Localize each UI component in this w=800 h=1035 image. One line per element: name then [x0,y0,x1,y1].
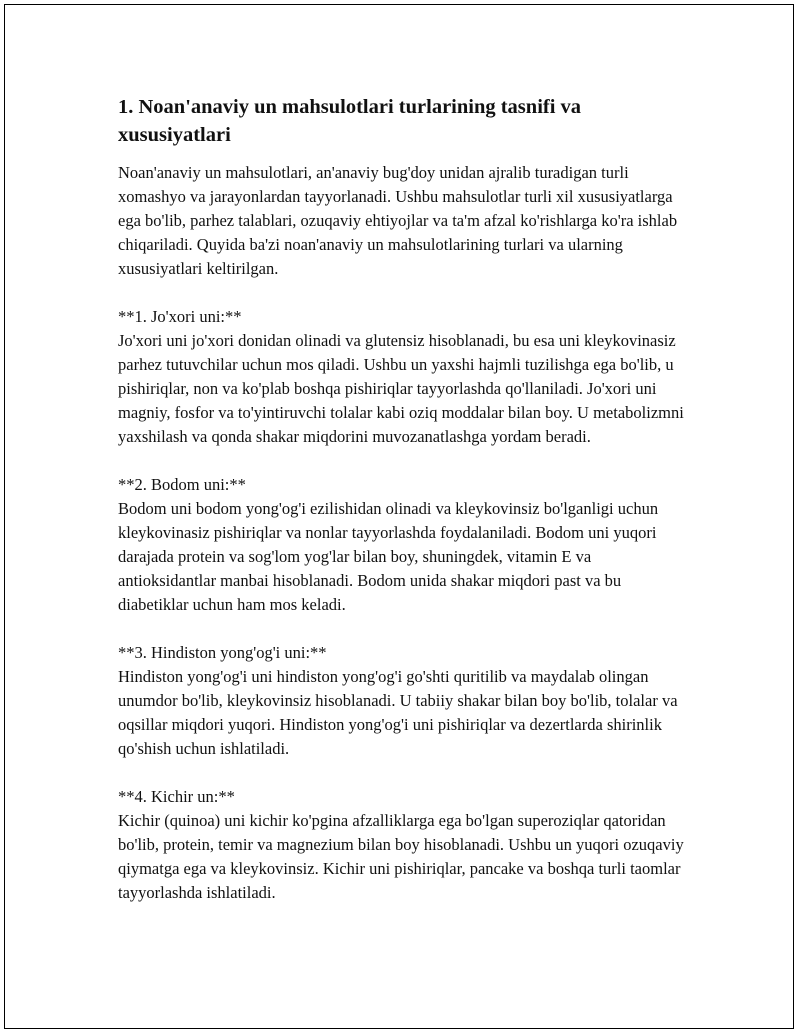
section-body: Kichir (quinoa) uni kichir ko'pgina afzalliklarga ega bo'lgan superoziqlar qatoridan bo'lib, protein, temir va magnezium bilan boy hisoblanadi. Ushbu un yuqori ozuqaviy qiymatga ega va kleykovinsiz. Kichir uni pishiriqlar, pancake va boshqa turli taomlar tayyorlashda ishlatiladi. [118,811,684,902]
section-body: Bodom uni bodom yong'og'i ezilishidan olinadi va kleykovinsiz bo'lganligi uchun kleykovinasiz pishiriqlar va nonlar tayyorlashda foydalaniladi. Bodom uni yuqori darajada protein va sog'lom yog'lar bilan boy, shuningdek, vitamin E va antioksidantlar manbai hisoblanadi. Bodom unida shakar miqdori past va bu diabetiklar uchun ham mos keladi. [118,499,659,614]
section-quinoa-flour [118,785,688,905]
section-heading: **2. Bodom uni:** [118,475,246,494]
document-body [118,93,688,905]
section-body: Hindiston yong'og'i uni hindiston yong'og'i go'shti quritilib va maydalab olingan unumdor bo'lib, kleykovinsiz hisoblanadi. U tabiiy shakar bilan boy bo'lib, tolalar va oqsillar miqdori yuqori. Hindiston yong'og'i uni pishiriqlar va dezertlarda shirinlik qo'shish uchun ishlatiladi. [118,667,678,758]
section-heading: **3. Hindiston yong'og'i uni:** [118,643,327,662]
section-oat-flour [118,305,688,449]
section-almond-flour [118,473,688,617]
document-title: 1. Noan'anaviy un mahsulotlari turlarining tasnifi va xususiyatlari [118,96,582,146]
section-body: Jo'xori uni jo'xori donidan olinadi va glutensiz hisoblanadi, bu esa uni kleykovinasiz parhez tutuvchilar uchun mos qiladi. Ushbu un yaxshi hajmli tuzilishga ega bo'lib, u pishiriqlar, non va ko'plab boshqa pishiriqlar tayyorlashda qo'llaniladi. Jo'xori uni magniy, fosfor va to'yintiruvchi tolalar kabi oziq moddalar bilan boy. U metabolizmni yaxshilash va qonda shakar miqdorini muvozanatlashga yordam beradi. [118,331,684,446]
section-heading: **4. Kichir un:** [118,787,235,806]
section-coconut-flour [118,641,688,761]
section-heading: **1. Jo'xori uni:** [118,307,242,326]
intro-paragraph: Noan'anaviy un mahsulotlari, an'anaviy bug'doy unidan ajralib turadigan turli xomashyo va jarayonlardan tayyorlanadi. Ushbu mahsulotlar turli xil xususiyatlarga ega bo'lib, parhez talablari, ozuqaviy ehtiyojlar va ta'm afzal ko'rishlarga ko'ra ishlab chiqariladi. Quyida ba'zi noan'anaviy un mahsulotlarining turlari va ularning xususiyatlari keltirilgan. [118,163,678,278]
